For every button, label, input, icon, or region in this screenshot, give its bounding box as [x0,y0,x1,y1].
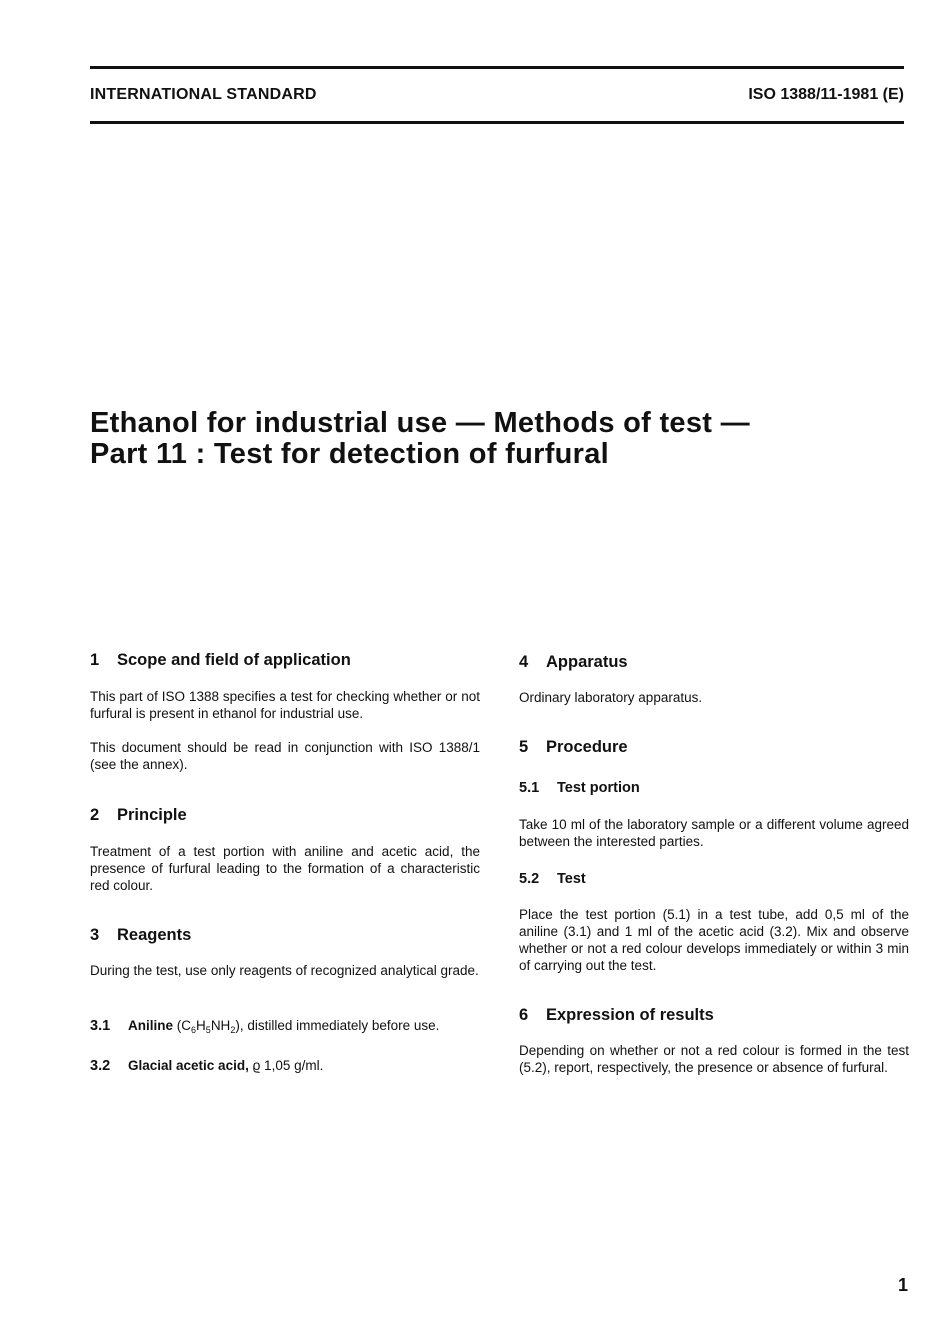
document-title [90,408,750,470]
section-3-heading [90,926,191,945]
section-6-paragraph: Depending on whether or not a red colour is formed in the test (5.2), report, respectively, the presence or absence of furfural. [519,1043,909,1075]
subsection-title: Test portion [557,780,640,796]
standard-number: ISO 1388/11-1981 (E) [748,86,904,103]
clause-number: 5.2 [519,871,540,887]
section-title: Expression of results [546,1006,714,1024]
section-number: 4 [519,653,529,671]
reagent-name: Aniline [128,1018,174,1033]
header-top-rule [90,66,904,69]
subsection-5-1-paragraph: Take 10 ml of the laboratory sample or a different volume agreed between the interested parties. [519,817,909,849]
reagent-formula: ($C_6H_5NH_2$ [176,1018,236,1035]
subsection-title: Test [557,871,586,887]
title-line-1: Ethanol for industrial use — Methods of test — [90,407,750,439]
section-6-heading [519,1006,714,1025]
clause-number: 5.1 [519,780,540,796]
section-title: Reagents [117,926,192,944]
title-line-2: Part 11 : Test for detection of furfural [90,438,610,470]
section-title: Principle [117,806,187,824]
clause-number: 3.2 [90,1058,111,1074]
section-number: 6 [519,1006,529,1024]
section-title: Scope and field of application [117,651,351,669]
header-bottom-rule [90,121,904,124]
section-2-paragraph: Treatment of a test portion with aniline and acetic acid, the presence of furfural leading to the formation of a characteristic red colour. [90,844,480,893]
section-4-heading [519,653,628,672]
section-number: 1 [90,651,100,669]
standard-type-label: INTERNATIONAL STANDARD [90,86,317,103]
section-number: 2 [90,806,100,824]
reagent-description: ϱ 1,05 g/ml. [248,1058,324,1073]
reagent-3-2 [90,1058,323,1074]
section-number: 3 [90,926,100,944]
section-4-paragraph: Ordinary laboratory apparatus. [519,690,703,705]
subsection-5-1-heading [519,780,640,796]
reagent-3-1 [90,1018,439,1034]
subsection-5-2-paragraph: Place the test portion (5.1) in a test tube, add 0,5 ml of the aniline (3.1) and 1 ml of the acetic acid (3.2). Mix and observe whether or not a red colour develops immediately or within 3 min of carrying out the test. [519,907,909,973]
page-number: 1 [897,1275,908,1295]
reagent-description: ), distilled immediately before use. [235,1018,440,1033]
reagent-name: Glacial acetic acid, [128,1058,249,1073]
section-title: Procedure [546,738,628,756]
clause-number: 3.1 [90,1018,111,1034]
section-1-paragraph-2: This document should be read in conjunction with ISO 1388/1 (see the annex). [90,740,480,772]
section-number: 5 [519,738,529,756]
section-1-paragraph-1: This part of ISO 1388 specifies a test for checking whether or not furfural is present in ethanol for industrial use. [90,689,480,721]
section-title: Apparatus [546,653,628,671]
section-2-heading [90,806,187,825]
subsection-5-2-heading [519,871,586,887]
section-1-heading [90,651,351,670]
section-5-heading [519,738,628,757]
section-3-paragraph: During the test, use only reagents of recognized analytical grade. [90,963,479,978]
